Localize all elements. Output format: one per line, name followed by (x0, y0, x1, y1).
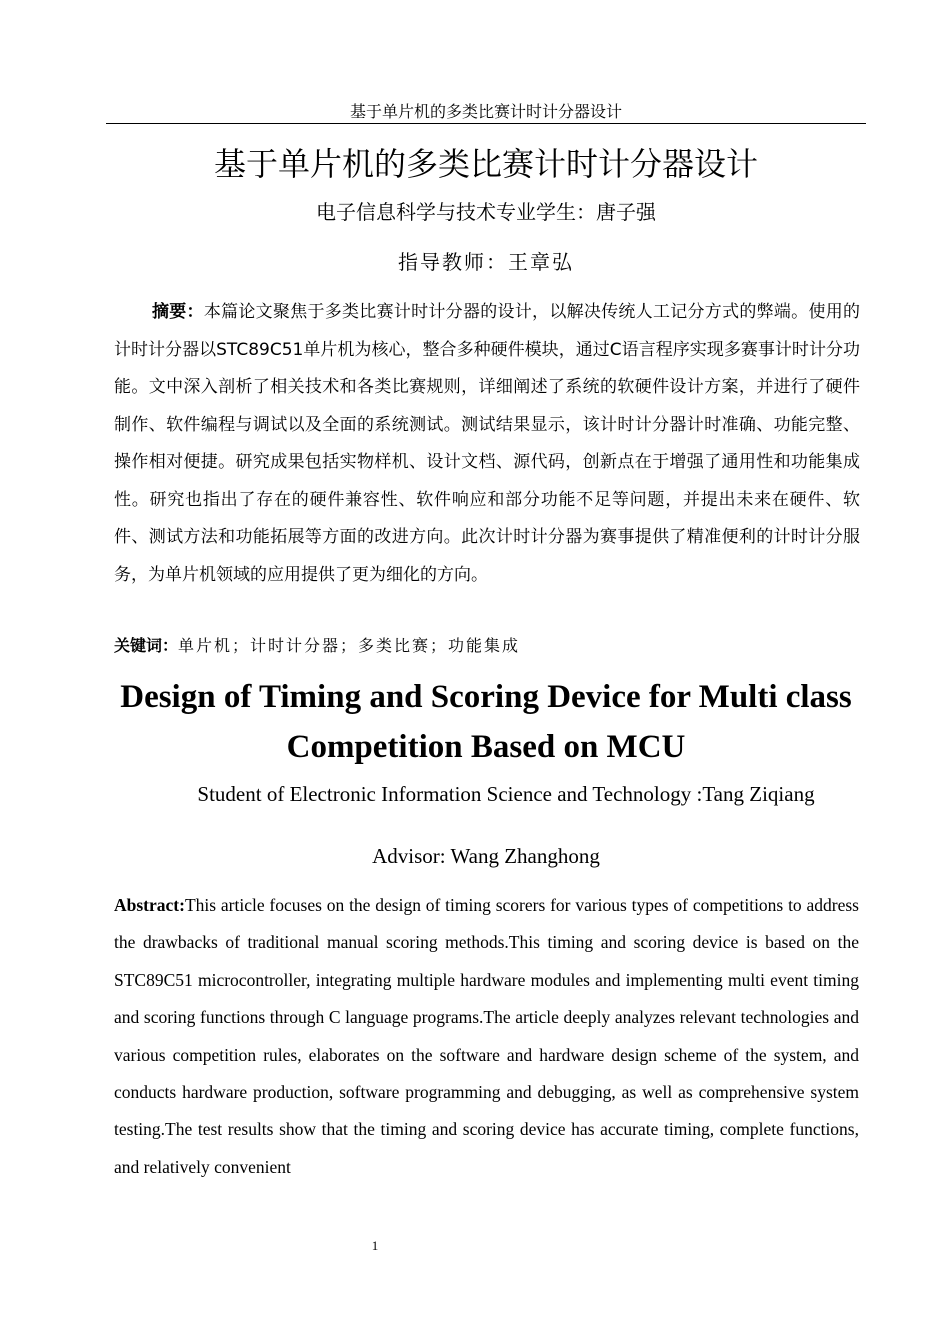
english-abstract-label: Abstract: (114, 895, 185, 915)
english-advisor: Advisor: Wang Zhanghong (372, 844, 600, 868)
english-abstract-text: This article focuses on the design of timing scorers for various types of competitions to address the drawbacks of traditional manual scoring methods.This timing and scoring device is based on the STC89C51 microcontroller, integrating multiple hardware modules and implementing multi event timing and scoring functions through C language programs.The article deeply analyzes relevant technologies and various competition rules, elaborates on the software and hardware design scheme of the system, and conducts hardware production, software programming and debugging, as well as comprehensive system testing.The test results show that the timing and scoring device has accurate timing, complete functions, and relatively convenient (114, 895, 859, 1177)
chinese-abstract (114, 294, 860, 594)
english-author: Student of Electronic Information Science and Technology :Tang Ziqiang (197, 782, 815, 806)
chinese-keywords-text: 单片机；计时计分器；多类比赛；功能集成 (178, 636, 521, 655)
english-title: Design of Timing and Scoring Device for Multi class Competition Based on MCU (120, 679, 852, 765)
chinese-title: 基于单片机的多类比赛计时计分器设计 (213, 145, 758, 183)
chinese-advisor: 指导教师：王章弘 (398, 250, 574, 274)
chinese-abstract-text: 本篇论文聚焦于多类比赛计时计分器的设计，以解决传统人工记分方式的弊端。使用的计时计分器以STC89C51单片机为核心，整合多种硬件模块，通过C语言程序实现多赛事计时计分功能。文中深入剖析了相关技术和各类比赛规则，详细阐述了系统的软硬件设计方案，并进行了硬件制作、软件编程与调试以及全面的系统测试。测试结果显示，该计时计分器计时准确、功能完整、操作相对便捷。研究成果包括实物样机、设计文档、源代码，创新点在于增强了通用性和功能集成性。研究也指出了存在的硬件兼容性、软件响应和部分功能不足等问题，并提出未来在硬件、软件、测试方法和功能拓展等方面的改进方向。此次计时计分器为赛事提供了精准便利的计时计分服务，为单片机领域的应用提供了更为细化的方向。 (114, 302, 861, 585)
chinese-author: 电子信息科学与技术专业学生：唐子强 (316, 200, 656, 224)
page-number: 1 (371, 1238, 379, 1253)
chinese-abstract-label: 摘要： (152, 302, 204, 322)
running-header: 基于单片机的多类比赛计时计分器设计 (106, 100, 866, 124)
english-abstract (114, 887, 859, 1186)
chinese-keywords (114, 633, 860, 659)
chinese-keywords-label: 关键词： (114, 636, 179, 655)
